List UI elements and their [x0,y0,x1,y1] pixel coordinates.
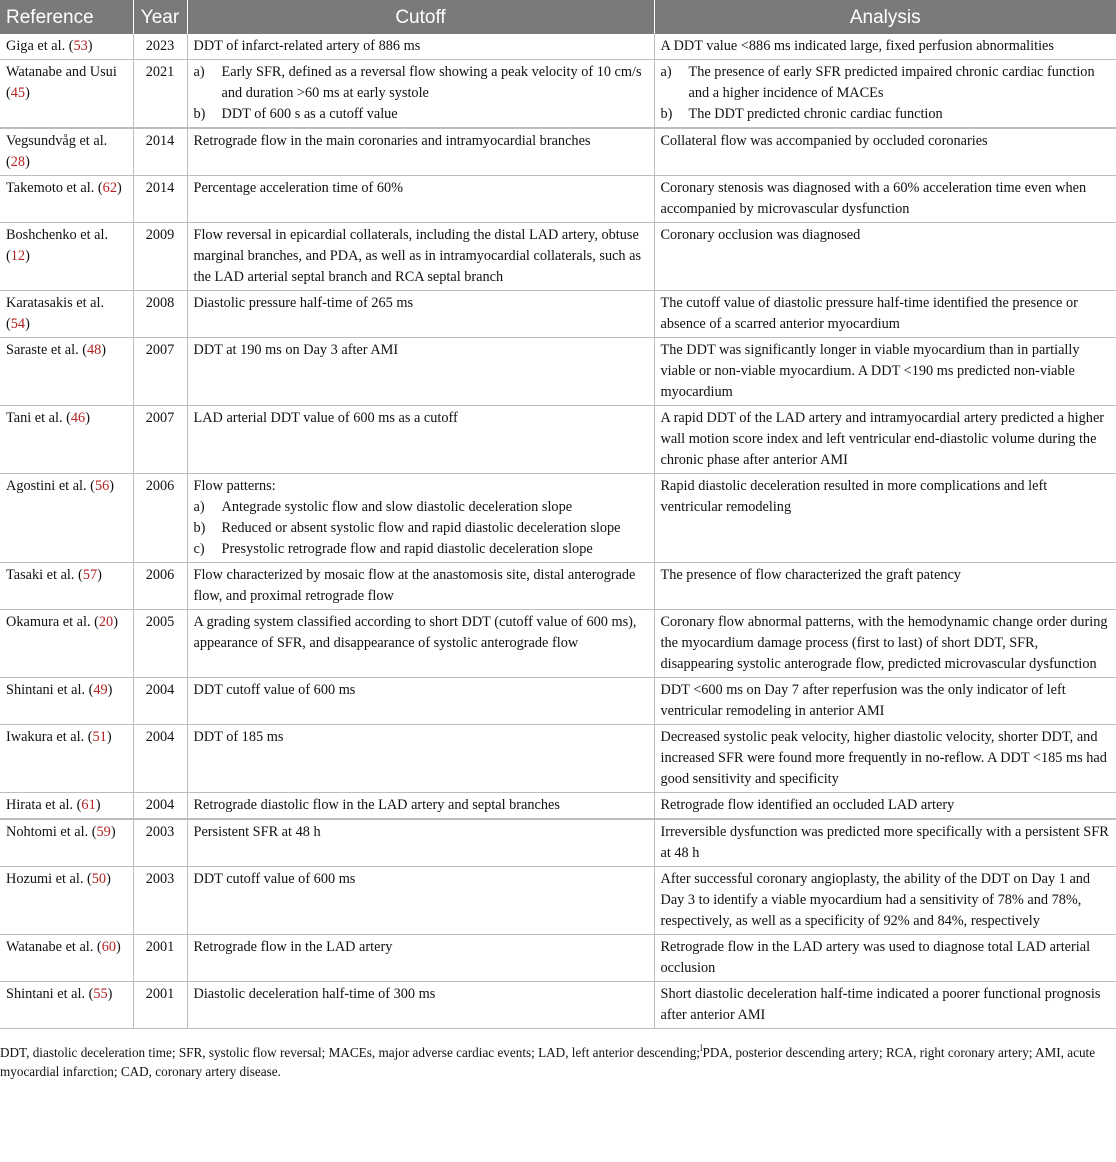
reference-citation-link[interactable]: 53 [73,38,88,54]
reference-author: Agostini et al. ( [6,478,95,494]
table-row [0,793,1116,820]
cutoff-cell: Persistent SFR at 48 h [187,819,654,867]
reference-close-paren: ) [25,316,30,332]
year-cell: 2005 [133,610,187,678]
reference-close-paren: ) [25,248,30,264]
table-row [0,291,1116,338]
table-row [0,128,1116,176]
footnote-part1: DDT, diastolic deceleration time; SFR, systolic flow reversal; MACEs, major adverse cardiac events; LAD, left anterior descending; [0,1045,700,1060]
reference-cell [0,291,133,338]
list-item-text: Antegrade systolic flow and slow diastolic deceleration slope [221,499,573,515]
list-item-text: DDT of 600 s as a cutoff value [221,106,398,122]
analysis-cell: The cutoff value of diastolic pressure half-time identified the presence or absence of a scarred anterior myocardium [654,291,1116,338]
table-row [0,935,1116,982]
cutoff-list-item [194,62,648,104]
year-cell: 2003 [133,867,187,935]
table-row [0,60,1116,129]
year-cell: 2009 [133,223,187,291]
list-item-text: Reduced or absent systolic flow and rapid diastolic deceleration slope [221,520,621,536]
reference-citation-link[interactable]: 54 [10,316,26,332]
cutoff-cell: Percentage acceleration time of 60% [187,176,654,223]
reference-cell [0,725,133,793]
list-item-text: The DDT predicted chronic cardiac function [688,106,943,122]
list-item-text: The presence of early SFR predicted impaired chronic cardiac function and a higher incidence of MACEs [688,64,1095,101]
table-row [0,610,1116,678]
reference-author: Takemoto et al. ( [6,180,103,196]
reference-close-paren: ) [107,986,113,1002]
table-row [0,982,1116,1029]
reference-close-paren: ) [110,824,116,840]
analysis-cell: A rapid DDT of the LAD artery and intramyocardial artery predicted a higher wall motion score index and left ventricular end-diastolic volume during the chronic phase after anterior AMI [654,406,1116,474]
reference-close-paren: ) [87,38,93,54]
year-cell: 2004 [133,678,187,725]
analysis-cell: Irreversible dysfunction was predicted more specifically with a persistent SFR at 48 h [654,819,1116,867]
reference-close-paren: ) [85,410,90,426]
reference-cell [0,982,133,1029]
cutoff-cell: Diastolic pressure half-time of 265 ms [187,291,654,338]
reference-author: Hirata et al. ( [6,797,82,813]
table-row [0,34,1116,60]
reference-citation-link[interactable]: 12 [10,248,26,264]
reference-author: Saraste et al. ( [6,342,87,358]
analysis-cell: DDT <600 ms on Day 7 after reperfusion was the only indicator of left ventricular remodeling in anterior AMI [654,678,1116,725]
reference-cell [0,406,133,474]
table-row [0,338,1116,406]
table-body [0,34,1116,1029]
cutoff-cell: DDT at 190 ms on Day 3 after AMI [187,338,654,406]
reference-author: Watanabe et al. ( [6,939,102,955]
list-item-text: Presystolic retrograde flow and rapid diastolic deceleration slope [221,541,593,557]
footnote-mark: l [699,1043,703,1053]
year-cell: 2021 [133,60,187,129]
cutoff-cell: Retrograde diastolic flow in the LAD artery and septal branches [187,793,654,820]
analysis-cell: Coronary flow abnormal patterns, with the hemodynamic change order during the myocardium damage process (first to last) of short DDT, SFR, disappearing systolic anterograde flow, predicted microvascular dysfunction [654,610,1116,678]
reference-cell [0,819,133,867]
cutoff-cell: Flow reversal in epicardial collaterals, including the distal LAD artery, obtuse marginal branches, and PDA, as well as in intramyocardial collaterals, such as the LAD arterial septal branch and RCA septal branch [187,223,654,291]
reference-author: Vegsundvåg et al. ( [6,133,108,170]
cutoff-list-item [194,518,648,539]
reference-close-paren: ) [109,478,115,494]
analysis-cell: Coronary occlusion was diagnosed [654,223,1116,291]
reference-author: Hozumi et al. ( [6,871,92,887]
cutoff-cell: DDT of 185 ms [187,725,654,793]
analysis-cell: The DDT was significantly longer in viable myocardium than in partially viable or non-viable myocardium. A DDT <190 ms predicted non-viable myocardium [654,338,1116,406]
analysis-cell: Short diastolic deceleration half-time indicated a poorer functional prognosis after anterior AMI [654,982,1116,1029]
reference-citation-link[interactable]: 48 [86,342,102,358]
analysis-cell: The presence of flow characterized the graft patency [654,563,1116,610]
cutoff-list-item [194,539,648,560]
analysis-cell: After successful coronary angioplasty, the ability of the DDT on Day 1 and Day 3 to identify a viable myocardium had a sensitivity of 78% and 78%, respectively, as well as a specificity of 92% and 84%, respectively [654,867,1116,935]
year-cell: 2014 [133,176,187,223]
cutoff-list [194,497,648,560]
list-item-label: b) [193,106,206,122]
analysis-cell: Collateral flow was accompanied by occluded coronaries [654,128,1116,176]
reference-cell [0,678,133,725]
cutoff-cell: Retrograde flow in the main coronaries and intramyocardial branches [187,128,654,176]
reference-close-paren: ) [97,567,102,583]
reference-citation-link[interactable]: 49 [93,682,108,698]
reference-citation-link[interactable]: 20 [98,614,114,630]
table-row [0,819,1116,867]
header-cutoff: Cutoff [187,0,654,34]
reference-citation-link[interactable]: 62 [102,180,117,196]
year-cell: 2001 [133,935,187,982]
reference-author: Tasaki et al. ( [6,567,83,583]
reference-cell [0,223,133,291]
analysis-cell: Rapid diastolic deceleration resulted in more complications and left ventricular remodeling [654,474,1116,563]
table-row [0,474,1116,563]
reference-cell [0,176,133,223]
reference-cell [0,563,133,610]
cutoff-list-item [194,497,648,518]
year-cell: 2006 [133,474,187,563]
cutoff-cell: LAD arterial DDT value of 600 ms as a cutoff [187,406,654,474]
cutoff-list [194,62,648,125]
reference-author: Karatasakis et al. ( [6,295,105,332]
reference-close-paren: ) [107,682,113,698]
cutoff-intro: Flow patterns: [193,478,276,494]
reference-citation-link[interactable]: 28 [10,154,26,170]
analysis-cell [654,60,1116,129]
year-cell: 2003 [133,819,187,867]
cutoff-cell: DDT cutoff value of 600 ms [187,867,654,935]
year-cell: 2004 [133,725,187,793]
analysis-cell: Decreased systolic peak velocity, higher diastolic velocity, shorter DDT, and increased SFR were found more frequently in no-reflow. A DDT <185 ms had good sensitivity and specificity [654,725,1116,793]
reference-cell [0,128,133,176]
year-cell: 2008 [133,291,187,338]
analysis-list-item [661,62,1111,104]
reference-author: Boshchenko et al. ( [6,227,109,264]
reference-close-paren: ) [106,729,112,745]
reference-author: Shintani et al. ( [6,682,94,698]
reference-citation-link[interactable]: 51 [92,729,107,745]
list-item-label: a) [193,64,205,80]
reference-citation-link[interactable]: 46 [70,410,86,426]
table-row [0,678,1116,725]
reference-citation-link[interactable]: 55 [93,986,108,1002]
reference-close-paren: ) [116,180,122,196]
reference-cell [0,935,133,982]
year-cell: 2023 [133,34,187,60]
reference-author: Shintani et al. ( [6,986,94,1002]
cutoff-cell: DDT cutoff value of 600 ms [187,678,654,725]
reference-citation-link[interactable]: 50 [91,871,107,887]
table-row [0,725,1116,793]
reference-close-paren: ) [25,154,30,170]
list-item-label: b) [193,520,206,536]
cutoff-cell: Flow characterized by mosaic flow at the anastomosis site, distal anterograde flow, and proximal retrograde flow [187,563,654,610]
table-row [0,223,1116,291]
cutoff-cell: Diastolic deceleration half-time of 300 ms [187,982,654,1029]
reference-author: Giga et al. ( [6,38,74,54]
year-cell: 2006 [133,563,187,610]
reference-cell [0,60,133,129]
year-cell: 2007 [133,338,187,406]
analysis-cell: Retrograde flow in the LAD artery was used to diagnose total LAD arterial occlusion [654,935,1116,982]
reference-citation-link[interactable]: 61 [81,797,96,813]
reference-cell [0,867,133,935]
table-footnote [0,1029,1116,1081]
analysis-cell: A DDT value <886 ms indicated large, fixed perfusion abnormalities [654,34,1116,60]
analysis-list-item [661,104,1111,125]
list-item-label: a) [193,499,205,515]
year-cell: 2007 [133,406,187,474]
reference-close-paren: ) [116,939,121,955]
reference-close-paren: ) [101,342,107,358]
cutoff-cell: A grading system classified according to short DDT (cutoff value of 600 ms), appearance of SFR, and disappearance of systolic anterograde flow [187,610,654,678]
analysis-cell: Coronary stenosis was diagnosed with a 60% acceleration time even when accompanied by microvascular dysfunction [654,176,1116,223]
reference-close-paren: ) [25,85,30,101]
reference-author: Watanabe and Usui ( [6,64,117,101]
reference-author: Tani et al. ( [6,410,71,426]
header-analysis: Analysis [654,0,1116,34]
header-year: Year [133,0,187,34]
cutoff-cell: Retrograde flow in the LAD artery [187,935,654,982]
table-row [0,563,1116,610]
cutoff-cell [187,474,654,563]
reference-close-paren: ) [106,871,111,887]
year-cell: 2014 [133,128,187,176]
analysis-list [661,62,1111,125]
year-cell: 2004 [133,793,187,820]
table-row [0,406,1116,474]
reference-author: Okamura et al. ( [6,614,99,630]
table-header-row [0,0,1116,34]
list-item-text: Early SFR, defined as a reversal flow showing a peak velocity of 10 cm/s and duration >60 ms at early systole [221,64,642,101]
reference-citation-link[interactable]: 56 [94,478,110,494]
reference-cell [0,474,133,563]
footnote-part2: PDA, posterior descending artery; RCA, right coronary artery; AMI, acute myocardial infarction; CAD, coronary artery disease. [0,1045,1096,1079]
list-item-label: b) [660,106,673,122]
list-item-label: c) [193,541,205,557]
list-item-label: a) [660,64,672,80]
reference-cell [0,610,133,678]
reference-close-paren: ) [113,614,118,630]
cutoff-cell [187,60,654,129]
cutoff-list-item [194,104,648,125]
cutoff-cell: DDT of infarct-related artery of 886 ms [187,34,654,60]
reference-cell [0,338,133,406]
table-row [0,176,1116,223]
reference-cell [0,793,133,820]
reference-citation-link[interactable]: 59 [96,824,111,840]
reference-citation-link[interactable]: 60 [101,939,116,955]
reference-close-paren: ) [95,797,101,813]
analysis-cell: Retrograde flow identified an occluded LAD artery [654,793,1116,820]
reference-author: Iwakura et al. ( [6,729,93,745]
reference-citation-link[interactable]: 45 [10,85,26,101]
reference-cell [0,34,133,60]
reference-citation-link[interactable]: 57 [82,567,98,583]
header-reference: Reference [0,0,133,34]
year-cell: 2001 [133,982,187,1029]
reference-author: Nohtomi et al. ( [6,824,97,840]
table-row [0,867,1116,935]
